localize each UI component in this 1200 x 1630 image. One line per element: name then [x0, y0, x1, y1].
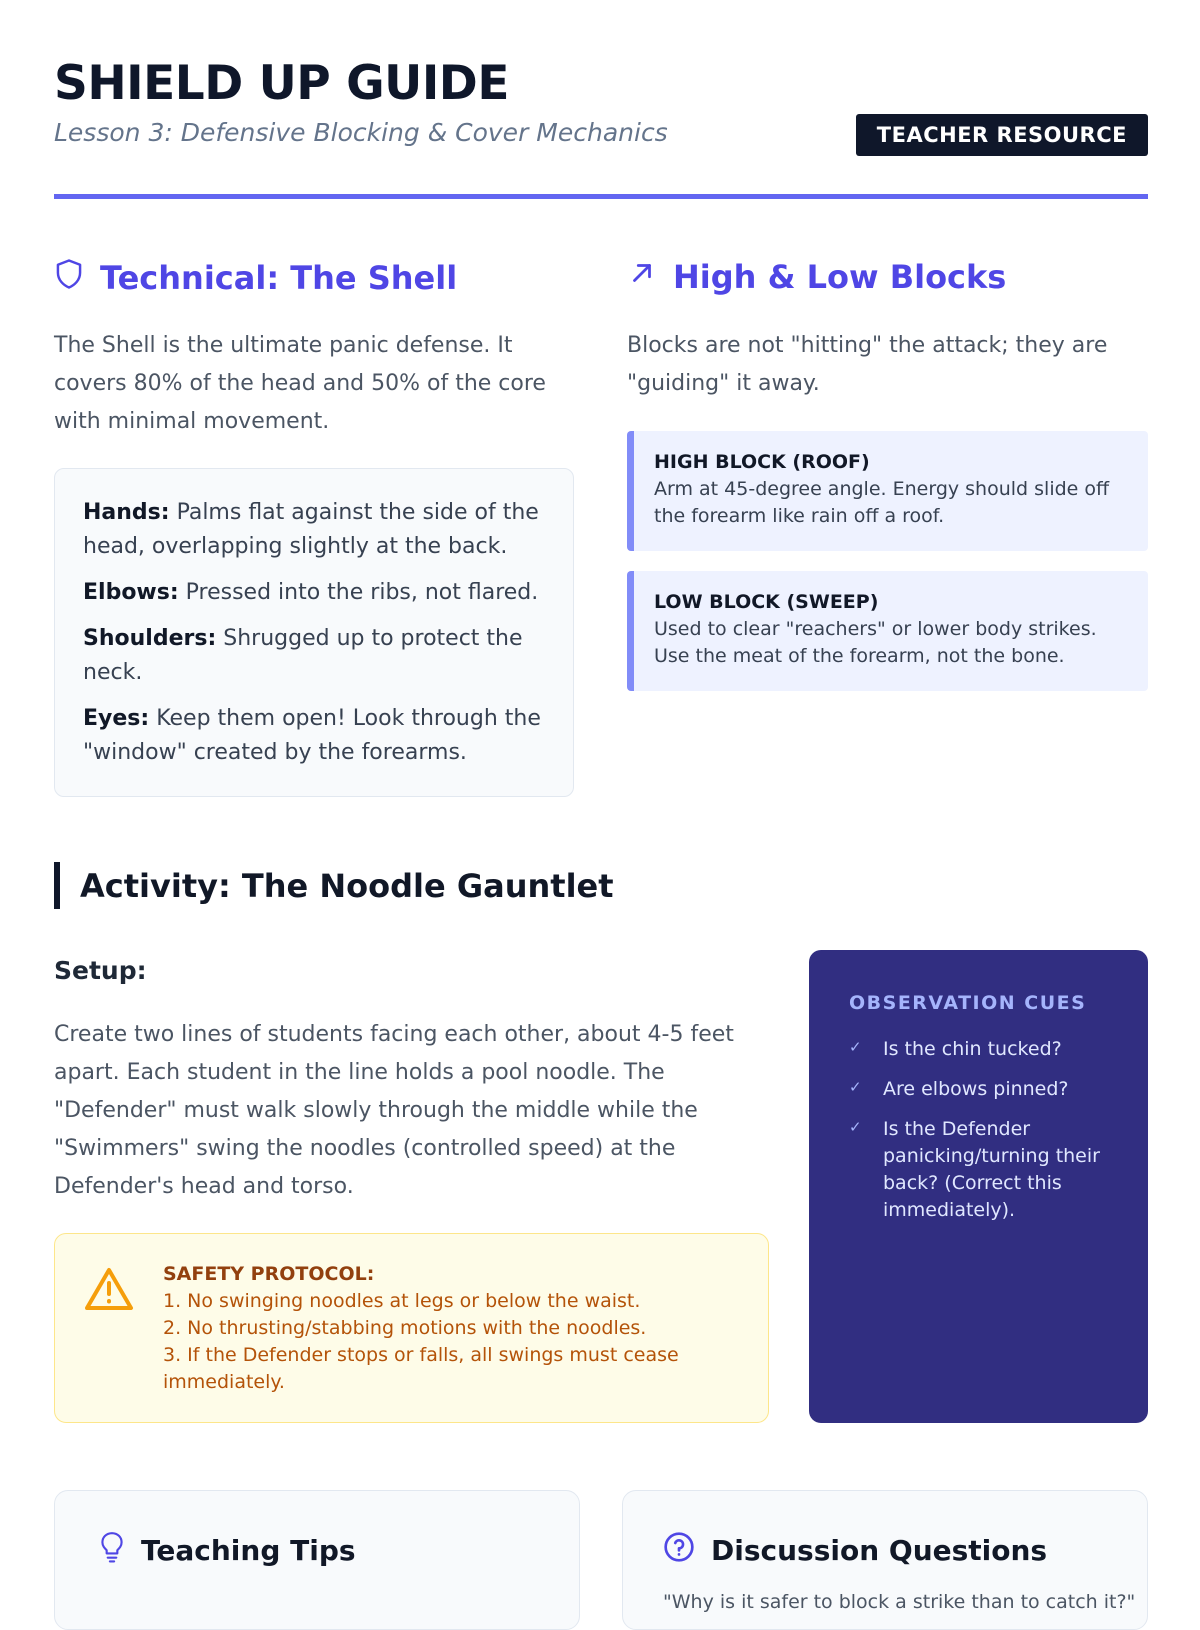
safety-text: [163, 1261, 743, 1396]
page-title: SHIELD UP GUIDE: [54, 56, 509, 111]
shell-item-hands: Hands: Palms flat against the side of the head, overlapping slightly at the back.: [83, 500, 539, 559]
arrow-up-right-icon: [627, 258, 657, 296]
check-icon: ✓: [849, 1118, 862, 1136]
discussion-question-item: "Why is it safer to block a strike than to catch it?": [663, 1591, 1136, 1613]
high-block-card: [627, 431, 1148, 551]
discussion-questions-heading-text: Discussion Questions: [711, 1534, 1048, 1567]
check-icon: ✓: [849, 1038, 862, 1056]
setup-text: Create two lines of students facing each other, about 4-5 feet apart. Each student in the line holds a pool noodle. The "Defender" must walk slowly through the middle while the "Swimmers" swing the noodles (controlled speed) at the Defender's head and torso.: [54, 1022, 734, 1199]
shield-icon: [54, 258, 84, 298]
lightbulb-icon: [99, 1531, 125, 1570]
safety-protocol-box: [54, 1233, 769, 1423]
teacher-resource-badge: TEACHER RESOURCE: [856, 114, 1148, 156]
page-subtitle: Lesson 3: Defensive Blocking & Cover Mechanics: [54, 118, 668, 147]
check-icon: ✓: [849, 1078, 862, 1096]
shell-heading-text: Technical: The Shell: [100, 259, 458, 297]
setup-label: Setup:: [54, 956, 147, 985]
high-block-desc: Arm at 45-degree angle. Energy should slide off the forearm like rain off a roof.: [654, 478, 1110, 527]
question-circle-icon: [663, 1531, 695, 1570]
safety-rule: 3. If the Defender stops or falls, all swings must cease immediately.: [163, 1344, 679, 1393]
cue-item: ✓ Are elbows pinned?: [849, 1076, 1118, 1103]
teaching-tips-card: [54, 1490, 580, 1630]
activity-accent-bar: [54, 862, 60, 909]
high-block-title: HIGH BLOCK (ROOF): [654, 451, 870, 473]
activity-heading-text: Activity: The Noodle Gauntlet: [80, 866, 614, 905]
shell-section-heading: [54, 258, 457, 298]
safety-rule: 2. No thrusting/stabbing motions with the noodles.: [163, 1317, 647, 1339]
shell-item-eyes: Eyes: Keep them open! Look through the "window" created by the forearms.: [83, 706, 541, 765]
blocks-intro: Blocks are not "hitting" the attack; they are "guiding" it away.: [627, 333, 1108, 396]
observation-cues-title: OBSERVATION CUES: [849, 992, 1087, 1014]
low-block-title: LOW BLOCK (SWEEP): [654, 591, 879, 613]
safety-rule: 1. No swinging noodles at legs or below the waist.: [163, 1290, 641, 1312]
discussion-questions-card: [622, 1490, 1148, 1630]
blocks-section-heading: [627, 258, 1006, 296]
teaching-tips-heading-text: Teaching Tips: [141, 1534, 356, 1567]
header-divider: [54, 194, 1148, 199]
shell-details-card: [54, 468, 574, 797]
shell-item-shoulders: Shoulders: Shrugged up to protect the neck.: [83, 626, 523, 685]
cue-item: ✓ Is the Defender panicking/turning their back? (Correct this immediately).: [849, 1116, 1118, 1224]
observation-cues-panel: [809, 950, 1148, 1423]
discussion-questions-heading: [663, 1531, 1047, 1570]
shell-item-elbows: Elbows: Pressed into the ribs, not flared.: [83, 580, 539, 605]
low-block-card: [627, 571, 1148, 691]
low-block-desc: Used to clear "reachers" or lower body strikes. Use the meat of the forearm, not the bone.: [654, 618, 1097, 667]
teaching-tips-heading: [99, 1531, 356, 1570]
blocks-heading-text: High & Low Blocks: [673, 258, 1007, 296]
shell-intro: The Shell is the ultimate panic defense. It covers 80% of the head and 50% of the core with minimal movement.: [54, 333, 546, 434]
activity-heading: [54, 862, 614, 909]
safety-title: SAFETY PROTOCOL:: [163, 1263, 375, 1285]
cue-item: ✓ Is the chin tucked?: [849, 1036, 1118, 1063]
